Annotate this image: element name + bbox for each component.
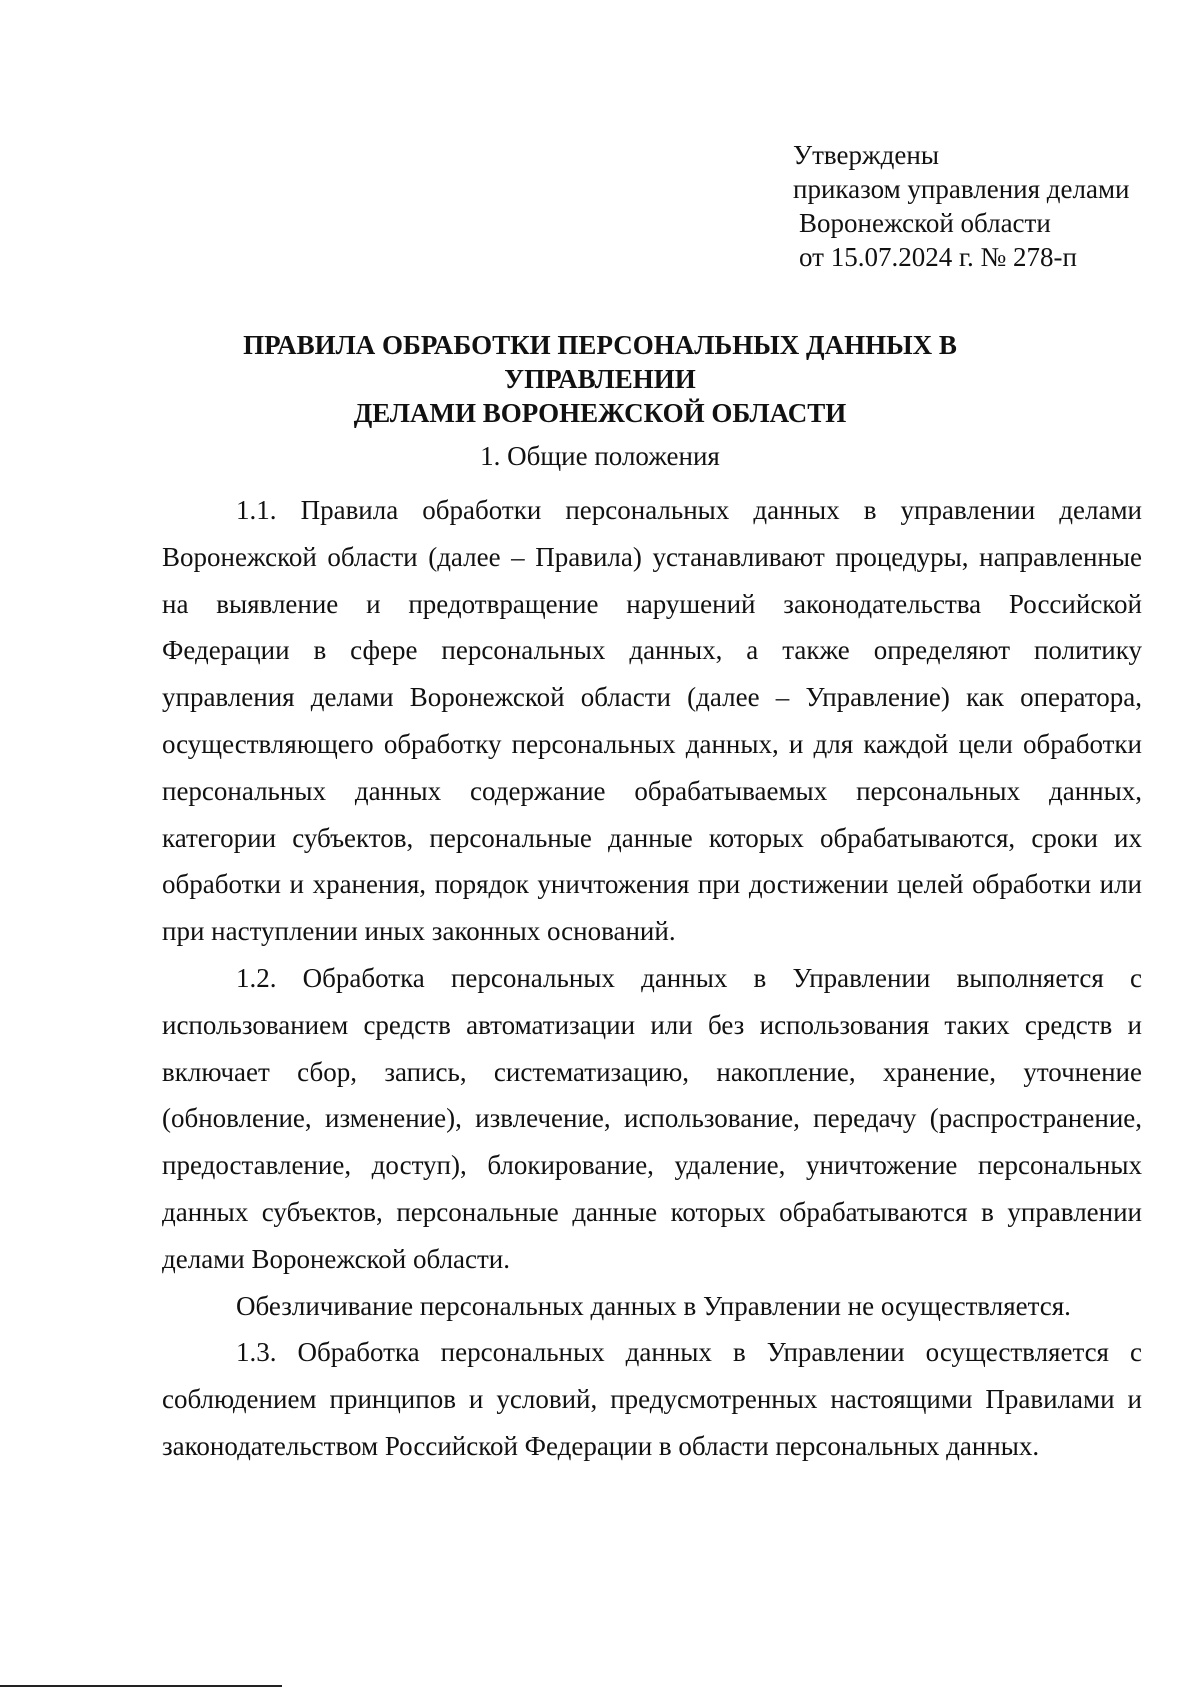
approval-line-order: приказом управления делами	[793, 174, 1130, 204]
approval-line-approved: Утверждены	[793, 140, 939, 170]
section-heading: 1. Общие положения	[480, 441, 720, 471]
body-text	[162, 487, 1142, 1470]
paragraph-1-1: 1.1. Правила обработки персональных данных в управлении делами Воронежской области (далее – Правила) устанавливают процедуры, направленные на выявление и предотвращение нарушений законодательства Российской Федерации в сфере персональных данных, а также определяют политику управления делами Воронежской области (далее – Управление) как оператора, осуществляющего обработку персональных данных, и для каждой цели обработки персональных данных содержание обрабатываемых персональных данных, категории субъектов, персональные данные которых обрабатываются, сроки их обработки и хранения, порядок уничтожения при достижении целей обработки или при наступлении иных законных оснований.	[162, 495, 1142, 947]
paragraph-1-2: 1.2. Обработка персональных данных в Управлении выполняется с использованием средств автоматизации или без использования таких средств и включает сбор, запись, систематизацию, накопление, хранение, уточнение (обновление, изменение), извлечение, использование, передачу (распространение, предоставление, доступ), блокирование, удаление, уничтожение персональных данных субъектов, персональные данные которых обрабатываются в управлении делами Воронежской области.	[162, 962, 1142, 1274]
footnote-separator-line	[0, 1685, 282, 1687]
document-title-line-2: ДЕЛАМИ ВОРОНЕЖСКОЙ ОБЛАСТИ	[353, 398, 847, 428]
approval-block	[793, 138, 1130, 274]
paragraph-1-3: 1.3. Обработка персональных данных в Управлении осуществляется с соблюдением принципов и условий, предусмотренных настоящими Правилами и законодательством Российской Федерации в области персональных данных.	[162, 1337, 1142, 1461]
approval-line-date-number: от 15.07.2024 г. № 278-п	[799, 242, 1077, 272]
document-title-line-1: ПРАВИЛА ОБРАБОТКИ ПЕРСОНАЛЬНЫХ ДАННЫХ В УПРАВЛЕНИИ	[243, 330, 957, 394]
approval-line-region: Воронежской области	[799, 208, 1051, 238]
document-title	[150, 328, 1050, 430]
paragraph-depersonalization: Обезличивание персональных данных в Управлении не осуществляется.	[236, 1290, 1071, 1321]
